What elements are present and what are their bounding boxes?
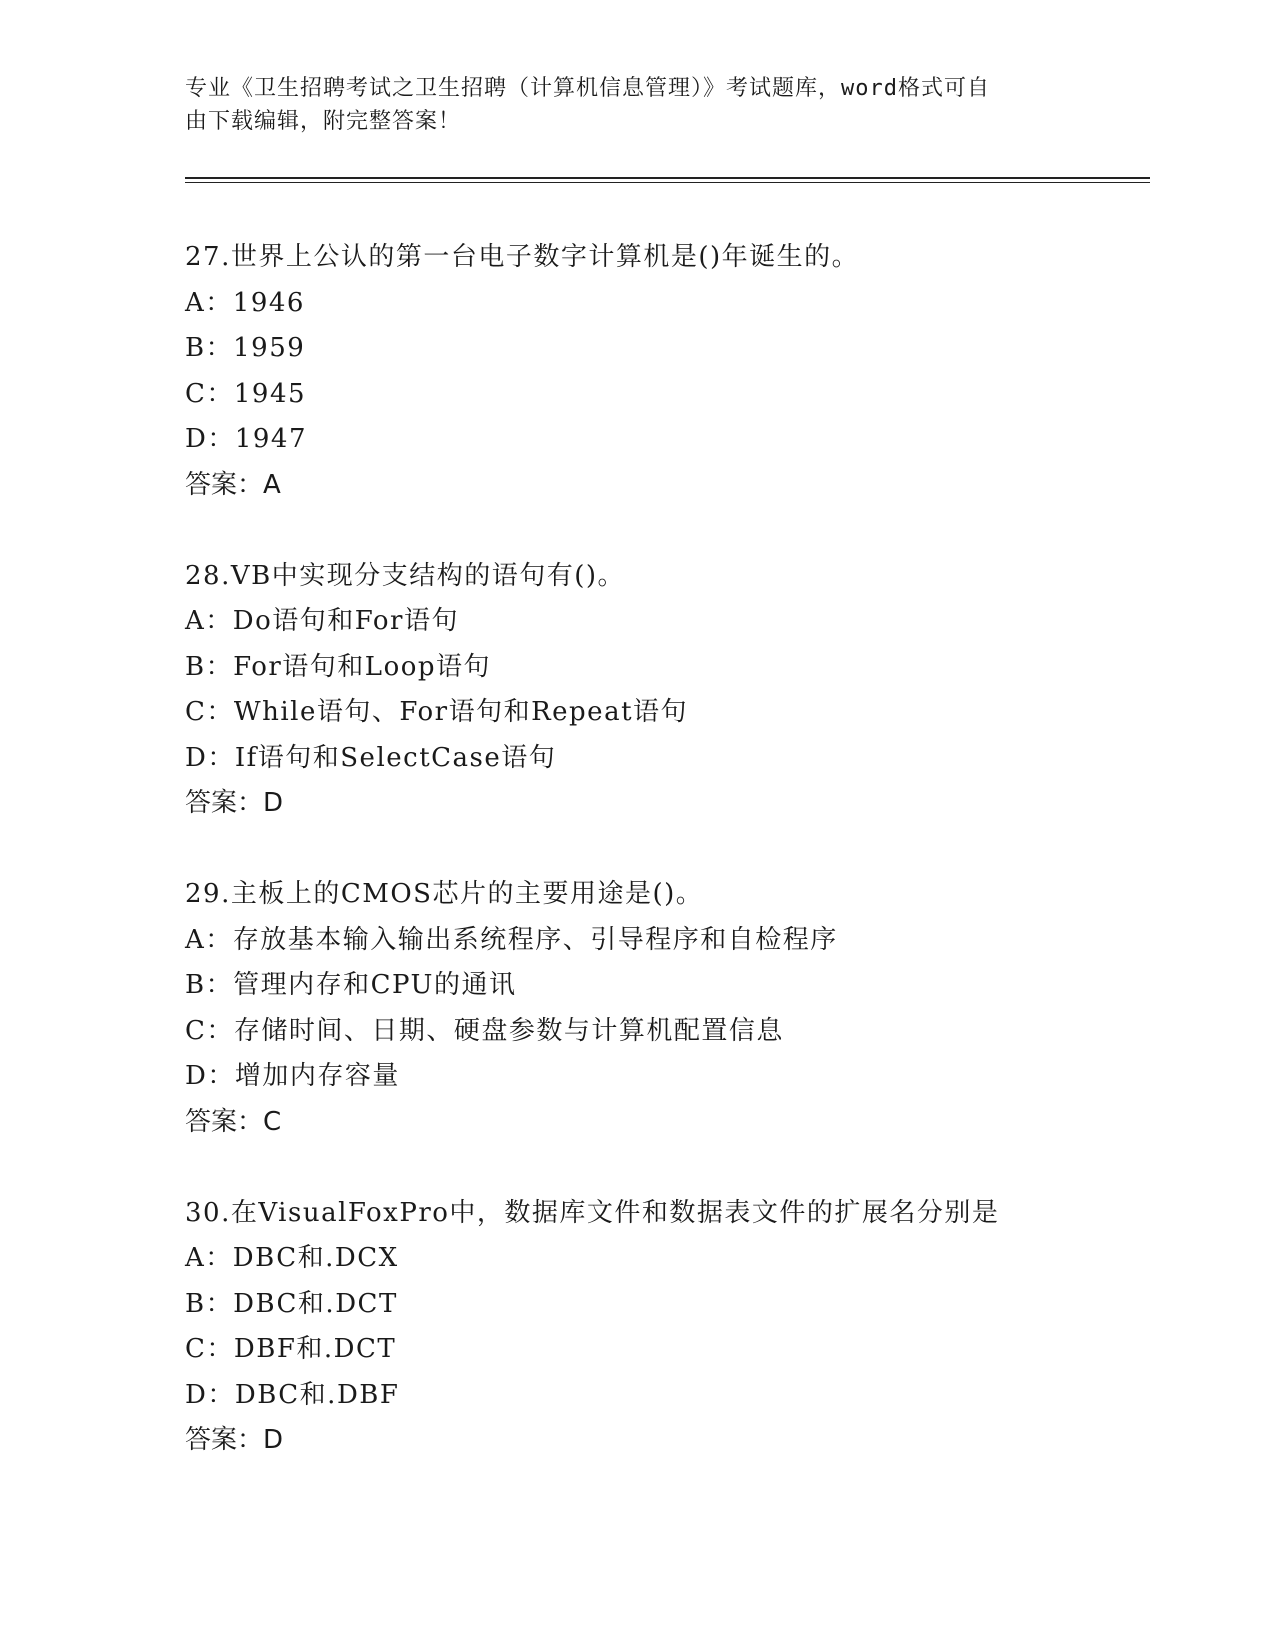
- answer: 答案：C: [185, 1106, 282, 1137]
- question-gap: [185, 825, 1145, 872]
- header-divider-thick: [185, 177, 1150, 179]
- header-divider-thin: [185, 182, 1150, 183]
- option-c: C：1945: [185, 378, 307, 409]
- option-c: C：While语句、For语句和Repeat语句: [185, 697, 689, 727]
- question-stem: 30.在VisualFoxPro中，数据库文件和数据表文件的扩展名分别是: [185, 1197, 1000, 1228]
- question-stem: 28.VB中实现分支结构的语句有()。: [185, 560, 626, 591]
- option-b: B：管理内存和CPU的通讯: [185, 970, 517, 1000]
- question-gap: [185, 507, 1145, 554]
- question-28: [185, 554, 1145, 826]
- option-c: C：DBF和.DCT: [185, 1334, 397, 1364]
- option-d: D：1947: [185, 424, 308, 454]
- question-stem: 27.世界上公认的第一台电子数字计算机是()年诞生的。: [185, 242, 860, 272]
- answer: 答案：D: [185, 1425, 284, 1455]
- question-stem: 29.主板上的CMOS芯片的主要用途是()。: [185, 879, 704, 909]
- option-d: D：DBC和.DBF: [185, 1379, 400, 1410]
- option-a: A：存放基本输入输出系统程序、引导程序和自检程序: [185, 924, 838, 955]
- option-a: A：1946: [185, 287, 305, 318]
- option-d: D：增加内存容量: [185, 1061, 400, 1091]
- answer: 答案：D: [185, 788, 284, 818]
- question-list: [185, 235, 1145, 1462]
- option-a: A：Do语句和For语句: [185, 606, 459, 636]
- question-27: [185, 235, 1145, 507]
- option-b: B：For语句和Loop语句: [185, 651, 492, 682]
- option-b: B：DBC和.DCT: [185, 1288, 398, 1319]
- option-c: C：存储时间、日期、硬盘参数与计算机配置信息: [185, 1015, 784, 1046]
- question-30: [185, 1191, 1145, 1463]
- header-line-1: 专业《卫生招聘考试之卫生招聘（计算机信息管理）》考试题库，word格式可自: [185, 76, 990, 101]
- question-gap: [185, 1144, 1145, 1191]
- document-header: [185, 72, 1065, 138]
- option-b: B：1959: [185, 333, 306, 363]
- question-29: [185, 872, 1145, 1144]
- option-a: A：DBC和.DCX: [185, 1243, 399, 1273]
- header-line-2: 由下载编辑，附完整答案！: [185, 109, 462, 134]
- answer: 答案：A: [185, 469, 281, 500]
- option-d: D：If语句和SelectCase语句: [185, 742, 557, 773]
